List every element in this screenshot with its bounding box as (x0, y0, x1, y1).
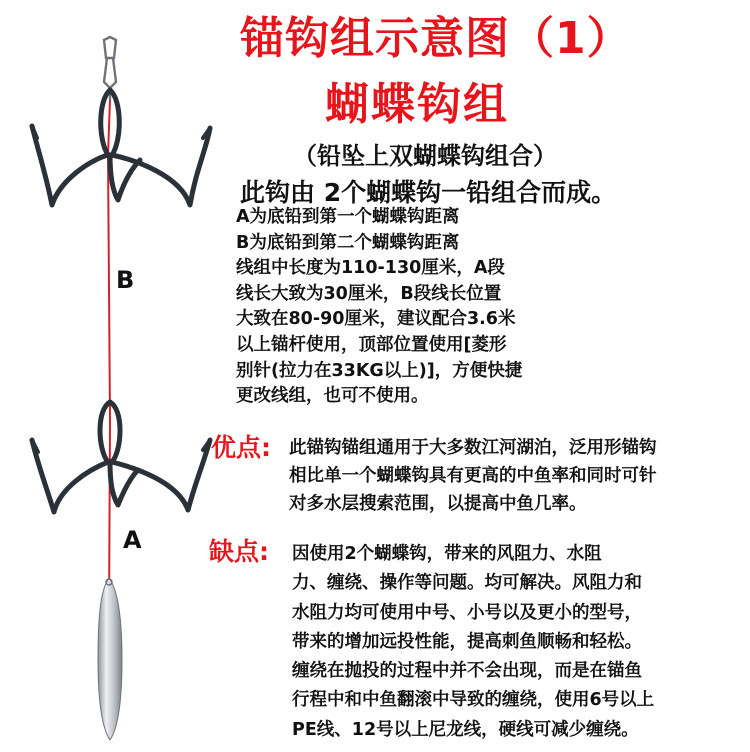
description-line: 线长大致为30厘米，B段线长位置 (236, 283, 502, 304)
pros-line: 对多水层搜索范围，以提高中鱼几率。 (289, 494, 587, 514)
description-line: 以上锚杆使用，顶部位置使用[菱形 (236, 334, 507, 355)
page-title: 锚钩组示意图（1） (240, 13, 632, 64)
cons-line: 水阻力均可使用中号、小号以及更小的型号， (292, 602, 642, 623)
lower-butterfly-hook (32, 402, 210, 512)
cons-block (292, 540, 654, 745)
cons-line: 因使用2个蝴蝶钩，带来的风阻力、水阻 (292, 544, 602, 564)
cons-line: 力、缠绕、操作等问题。均可解决。风阻力和 (292, 573, 642, 594)
pros-line: 此锚钩锚组通用于大多数江河湖泊，泛用形锚钩 (289, 438, 657, 458)
description-block (236, 205, 522, 410)
lead-sinker (98, 578, 122, 740)
description-line: 大致在80-90厘米，建议配合3.6米 (236, 309, 516, 330)
page-subtitle: 蝴蝶钩组 (325, 79, 509, 130)
cons-line: 缠绕在抛投的过程中并不会出现，而是在锚鱼 (292, 661, 642, 682)
cons-line: 带来的增加远投性能，提高刺鱼顺畅和轻松。 (292, 631, 642, 652)
cons-line: PE线、12号以上尼龙线，硬线可减少缠绕。 (292, 719, 639, 740)
cons-line: 行程中和中鱼翻滚中导致的缠绕，使用6号以上 (292, 690, 655, 711)
segment-a-label: A (123, 526, 142, 554)
description-line: 更改线组，也可不使用。 (236, 386, 429, 407)
segment-b-label: B (116, 266, 135, 294)
description-line: 别针(拉力在33KG以上)]，方便快捷 (236, 360, 523, 381)
description-line: 线组中长度为110-130厘米，A段 (236, 258, 505, 279)
description-line: A为底铅到第一个蝴蝶钩距离 (236, 207, 460, 227)
cons-label: 缺点: (209, 537, 269, 566)
pros-label: 优点: (211, 433, 271, 462)
pros-block (289, 434, 657, 518)
pros-line: 相比单一个蝴蝶钩具有更高的中鱼率和同时可针 (289, 466, 657, 486)
composition-statement: 此钩由 2个蝴蝶钩一铅组合而成。 (240, 178, 617, 207)
description-line: B为底铅到第二个蝴蝶钩距离 (236, 232, 460, 253)
rig-note: （铅坠上双蝴蝶钩组合） (293, 142, 557, 170)
upper-butterfly-hook (32, 90, 210, 205)
